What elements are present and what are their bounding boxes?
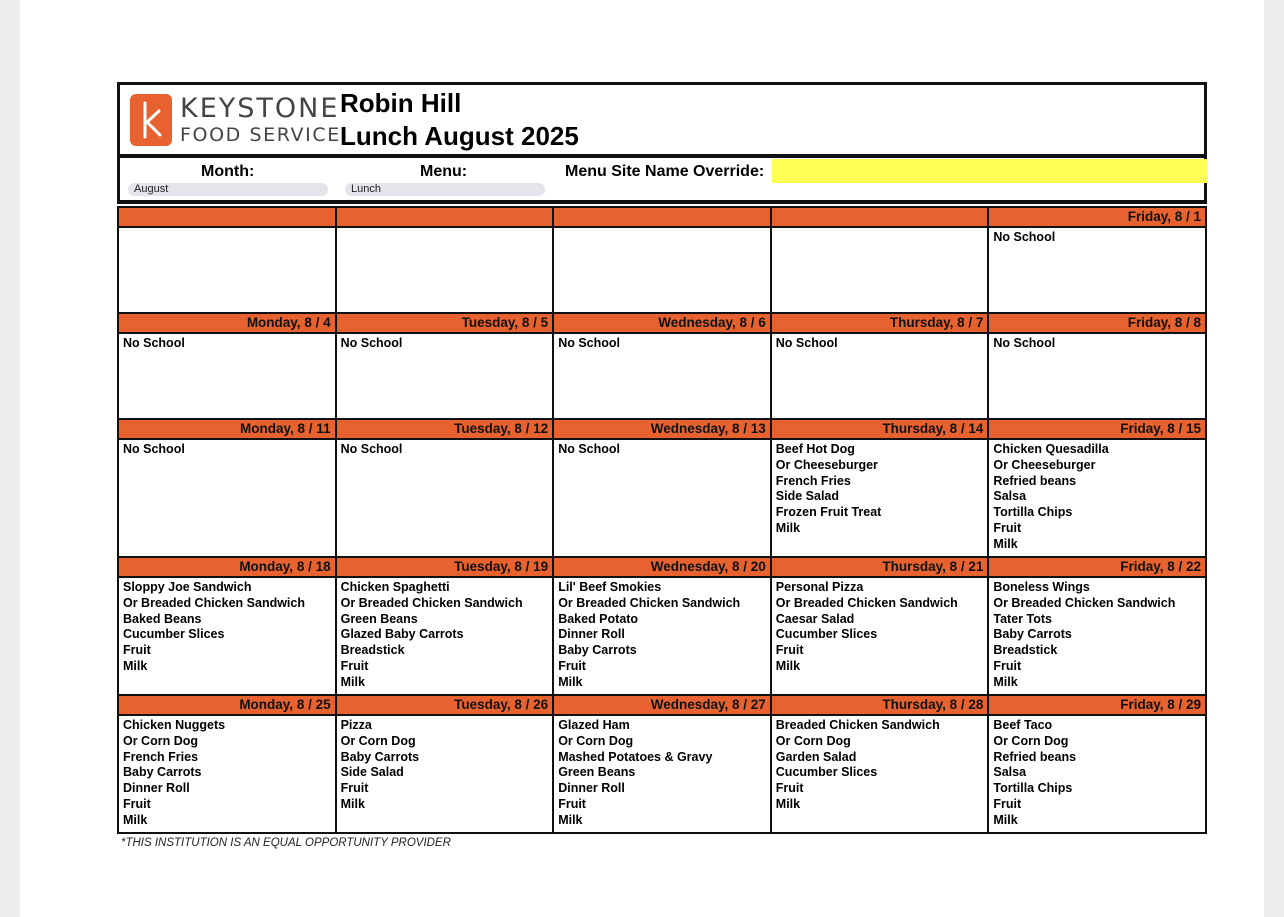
override-input[interactable] xyxy=(772,159,1207,183)
menu-item: Glazed Baby Carrots xyxy=(340,627,464,642)
menu-item: Milk xyxy=(775,520,801,535)
day-header: Friday, 8 / 29 xyxy=(988,695,1206,715)
menu-item: Milk xyxy=(993,536,1018,551)
selector-row xyxy=(117,158,1207,200)
day-menu-cell xyxy=(118,439,336,557)
day-header-row xyxy=(118,557,1206,577)
menu-item: Milk xyxy=(340,674,365,689)
menu-item: Fruit xyxy=(993,520,1022,535)
menu-item: Fruit xyxy=(340,658,369,673)
menu-item: Milk xyxy=(993,812,1018,827)
day-menu-cell xyxy=(118,227,336,313)
selector-divider xyxy=(117,200,1207,204)
menu-row xyxy=(118,715,1206,833)
menu-item: Dinner Roll xyxy=(558,781,625,796)
menu-item: Chicken Nuggets xyxy=(123,718,226,732)
menu-item: Fruit xyxy=(123,643,151,658)
menu-item: Dinner Roll xyxy=(558,627,625,642)
day-menu-cell xyxy=(118,715,336,833)
day-header: Tuesday, 8 / 19 xyxy=(336,557,554,577)
menu-item: Or Breaded Chicken Sandwich xyxy=(340,595,523,610)
menu-item: Or Corn Dog xyxy=(123,733,198,748)
menu-item: Fruit xyxy=(775,643,804,658)
day-menu-cell xyxy=(771,577,989,695)
menu-item: Cucumber Slices xyxy=(775,765,878,780)
menu-item: Fruit xyxy=(993,658,1022,673)
menu-item: Fruit xyxy=(993,796,1022,811)
menu-item: Glazed Ham xyxy=(558,718,630,732)
menu-item: Personal Pizza xyxy=(775,580,864,594)
menu-item: Cucumber Slices xyxy=(775,627,878,642)
menu-item: Refried beans xyxy=(993,473,1077,488)
menu-item: Fruit xyxy=(123,796,151,811)
menu-item: Cucumber Slices xyxy=(123,627,225,642)
menu-item: Baby Carrots xyxy=(340,749,420,764)
day-header: Tuesday, 8 / 12 xyxy=(336,419,554,439)
day-header: Tuesday, 8 / 26 xyxy=(336,695,554,715)
menu-row xyxy=(118,439,1206,557)
day-header-row xyxy=(118,207,1206,227)
menu-item: Fruit xyxy=(775,781,804,796)
day-menu-cell xyxy=(553,227,771,313)
day-header: Friday, 8 / 15 xyxy=(988,419,1206,439)
menu-item: Or Cheeseburger xyxy=(775,457,878,472)
menu-item: Side Salad xyxy=(775,489,840,504)
menu-item: Or Breaded Chicken Sandwich xyxy=(123,595,305,610)
day-menu-cell xyxy=(336,227,554,313)
day-menu-cell xyxy=(118,577,336,695)
menu-item: Baby Carrots xyxy=(993,627,1072,642)
menu-header xyxy=(117,82,1207,154)
menu-sheet xyxy=(117,82,1207,849)
keystone-k-icon xyxy=(130,94,172,146)
menu-item: Or Breaded Chicken Sandwich xyxy=(993,595,1176,610)
menu-row xyxy=(118,577,1206,695)
day-menu-cell xyxy=(553,577,771,695)
menu-item: Or Breaded Chicken Sandwich xyxy=(558,595,741,610)
menu-item: Baby Carrots xyxy=(558,643,637,658)
menu-item: Garden Salad xyxy=(775,749,857,764)
menu-item: Chicken Quesadilla xyxy=(993,442,1109,456)
menu-item: Milk xyxy=(993,674,1018,689)
site-title: Robin Hill xyxy=(340,88,462,118)
menu-item: No School xyxy=(123,442,185,456)
menu-item: No School xyxy=(123,336,185,350)
keystone-logo xyxy=(130,91,341,149)
day-menu-cell xyxy=(771,715,989,833)
day-menu-cell xyxy=(336,439,554,557)
menu-item: Baked Beans xyxy=(123,611,202,626)
menu-item: French Fries xyxy=(123,749,199,764)
menu-item: Tortilla Chips xyxy=(993,505,1073,520)
day-header-row xyxy=(118,419,1206,439)
menu-item: Breaded Chicken Sandwich xyxy=(775,718,940,732)
menu-item: Beef Taco xyxy=(993,718,1053,732)
day-menu-cell xyxy=(336,333,554,419)
menu-item: Breadstick xyxy=(993,643,1058,658)
day-header: Thursday, 8 / 21 xyxy=(771,557,989,577)
day-header: Friday, 8 / 22 xyxy=(988,557,1206,577)
menu-item: Baked Potato xyxy=(558,611,639,626)
menu-item: Salsa xyxy=(993,765,1027,780)
menu-item: No School xyxy=(340,336,403,350)
day-menu-cell xyxy=(553,439,771,557)
menu-label: Menu: xyxy=(420,163,468,180)
day-header: Wednesday, 8 / 27 xyxy=(553,695,771,715)
day-header-row xyxy=(118,313,1206,333)
menu-title: Lunch August 2025 xyxy=(340,121,579,151)
day-menu-cell xyxy=(988,577,1206,695)
day-menu-cell xyxy=(553,715,771,833)
day-menu-cell xyxy=(771,333,989,419)
menu-item: Mashed Potatoes & Gravy xyxy=(558,749,713,764)
day-menu-cell xyxy=(771,227,989,313)
menu-item: No School xyxy=(993,230,1056,244)
menu-row xyxy=(118,227,1206,313)
logo-line2: FOOD SERVICE xyxy=(180,124,341,146)
menu-item: Or Cheeseburger xyxy=(993,457,1096,472)
day-header: Wednesday, 8 / 6 xyxy=(553,313,771,333)
menu-item: Pizza xyxy=(340,718,372,732)
day-header: Thursday, 8 / 14 xyxy=(771,419,989,439)
day-menu-cell xyxy=(771,439,989,557)
day-header xyxy=(553,207,771,227)
day-menu-cell xyxy=(988,333,1206,419)
menu-item: Milk xyxy=(558,674,583,689)
menu-item: Tortilla Chips xyxy=(993,781,1073,796)
menu-item: No School xyxy=(993,336,1056,350)
menu-item: Milk xyxy=(340,796,365,811)
override-label: Menu Site Name Override: xyxy=(565,163,765,180)
day-header: Monday, 8 / 25 xyxy=(118,695,336,715)
menu-item: Milk xyxy=(558,812,583,827)
menu-item: Or Breaded Chicken Sandwich xyxy=(775,595,958,610)
menu-item: Beef Hot Dog xyxy=(775,442,855,456)
menu-item: Green Beans xyxy=(340,611,418,626)
equal-opportunity-notice: *THIS INSTITUTION IS AN EQUAL OPPORTUNITY PROVIDER xyxy=(121,837,451,849)
menu-item: Dinner Roll xyxy=(123,781,190,796)
menu-item: Baby Carrots xyxy=(123,765,202,780)
menu-item: No School xyxy=(558,442,620,456)
day-header xyxy=(336,207,554,227)
day-header: Monday, 8 / 18 xyxy=(118,557,336,577)
month-select[interactable]: August xyxy=(128,183,328,196)
day-header xyxy=(118,207,336,227)
menu-item: No School xyxy=(775,336,838,350)
day-header xyxy=(771,207,989,227)
day-header: Wednesday, 8 / 13 xyxy=(553,419,771,439)
menu-item: Milk xyxy=(775,658,801,673)
menu-item: Milk xyxy=(123,658,148,673)
menu-item: Milk xyxy=(775,796,801,811)
menu-row xyxy=(118,333,1206,419)
menu-item: Chicken Spaghetti xyxy=(340,580,450,594)
menu-item: Or Corn Dog xyxy=(775,733,851,748)
menu-item: French Fries xyxy=(775,473,851,488)
day-menu-cell xyxy=(988,439,1206,557)
menu-select[interactable]: Lunch xyxy=(345,183,545,196)
menu-item: Boneless Wings xyxy=(993,580,1090,594)
day-header: Friday, 8 / 1 xyxy=(988,207,1206,227)
document-page xyxy=(20,0,1264,917)
menu-item: Fruit xyxy=(558,658,586,673)
menu-item: Frozen Fruit Treat xyxy=(775,505,882,520)
menu-item: Breadstick xyxy=(340,643,405,658)
day-menu-cell xyxy=(988,227,1206,313)
logo-line1: KEYSTONE xyxy=(180,93,340,124)
day-header: Monday, 8 / 11 xyxy=(118,419,336,439)
day-header: Thursday, 8 / 28 xyxy=(771,695,989,715)
menu-item: Milk xyxy=(123,812,148,827)
menu-item: Caesar Salad xyxy=(775,611,855,626)
menu-item: Salsa xyxy=(993,489,1027,504)
lunch-calendar xyxy=(117,206,1207,834)
day-header-row xyxy=(118,695,1206,715)
menu-item: Refried beans xyxy=(993,749,1077,764)
day-header: Tuesday, 8 / 5 xyxy=(336,313,554,333)
day-menu-cell xyxy=(118,333,336,419)
day-header: Friday, 8 / 8 xyxy=(988,313,1206,333)
menu-item: Or Corn Dog xyxy=(340,733,416,748)
menu-item: No School xyxy=(558,336,620,350)
menu-item: Or Corn Dog xyxy=(993,733,1069,748)
day-menu-cell xyxy=(336,577,554,695)
menu-item: Or Corn Dog xyxy=(558,733,634,748)
day-menu-cell xyxy=(336,715,554,833)
day-menu-cell xyxy=(988,715,1206,833)
menu-item: No School xyxy=(340,442,403,456)
day-header: Thursday, 8 / 7 xyxy=(771,313,989,333)
menu-item: Tater Tots xyxy=(993,611,1052,626)
menu-item: Green Beans xyxy=(558,765,636,780)
menu-item: Lil' Beef Smokies xyxy=(558,580,662,594)
menu-item: Fruit xyxy=(340,781,369,796)
day-menu-cell xyxy=(553,333,771,419)
day-header: Wednesday, 8 / 20 xyxy=(553,557,771,577)
day-header: Monday, 8 / 4 xyxy=(118,313,336,333)
menu-item: Sloppy Joe Sandwich xyxy=(123,580,252,594)
menu-item: Fruit xyxy=(558,796,586,811)
menu-item: Side Salad xyxy=(340,765,404,780)
month-label: Month: xyxy=(201,163,255,180)
